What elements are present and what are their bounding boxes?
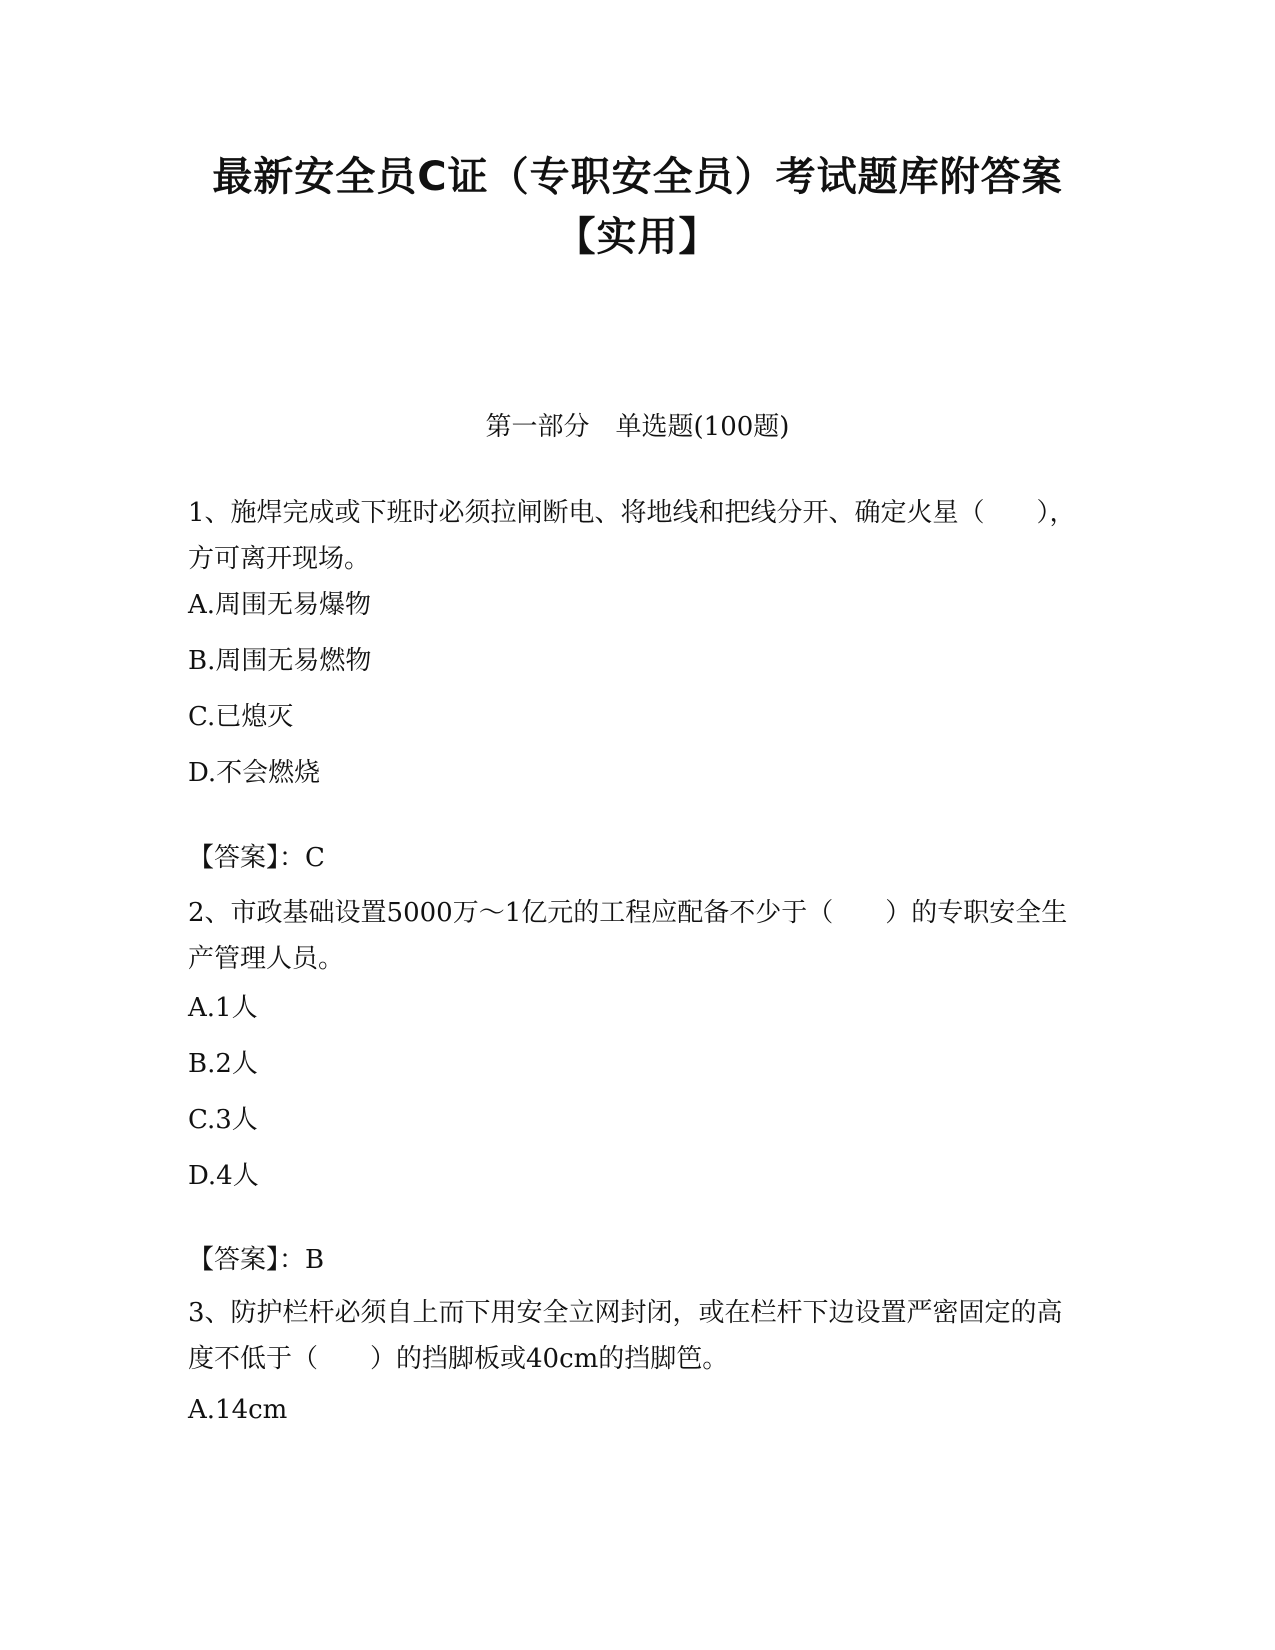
question-text: 2、市政基础设置5000万～1亿元的工程应配备不少于（ ）的专职安全生产管理人员。 <box>188 898 1068 974</box>
option-c: C.已熄灭 <box>188 702 294 732</box>
option-c: C.3人 <box>188 1105 258 1135</box>
question-1-options <box>188 577 1088 801</box>
question-text: 1、施焊完成或下班时必须拉闸断电、将地线和把线分开、确定火星（ ），方可离开现场。 <box>188 498 1076 574</box>
option-a: A.1人 <box>188 993 258 1023</box>
option-d: D.不会燃烧 <box>188 758 321 788</box>
question-2-options <box>188 980 1088 1204</box>
question-text: 3、防护栏杆必须自上而下用安全立网封闭，或在栏杆下边设置严密固定的高度不低于（ ）的挡脚板或40cm的挡脚笆。 <box>188 1298 1063 1374</box>
answer-value: B <box>305 1245 325 1275</box>
option-a: A.14cm <box>188 1395 288 1425</box>
question-1-answer <box>188 830 1088 886</box>
answer-value: C <box>305 843 325 873</box>
question-3 <box>188 1290 1088 1382</box>
option-b: B.周围无易燃物 <box>188 646 372 676</box>
option-b: B.2人 <box>188 1049 258 1079</box>
document-title: 最新安全员C证（专职安全员）考试题库附答案 <box>212 154 1063 200</box>
question-2 <box>188 890 1088 982</box>
question-1 <box>188 490 1088 582</box>
answer-label: 【答案】： <box>188 1245 306 1275</box>
answer-line <box>188 1232 1088 1288</box>
document-title-suffix: 【实用】 <box>555 214 720 260</box>
option-d: D.4人 <box>188 1161 259 1191</box>
option-a: A.周围无易爆物 <box>188 590 372 620</box>
answer-label: 【答案】： <box>188 843 306 873</box>
question-3-options <box>188 1382 1088 1438</box>
answer-line <box>188 830 1088 886</box>
section-heading: 第一部分 单选题(100题) <box>485 412 790 442</box>
question-2-answer <box>188 1232 1088 1288</box>
